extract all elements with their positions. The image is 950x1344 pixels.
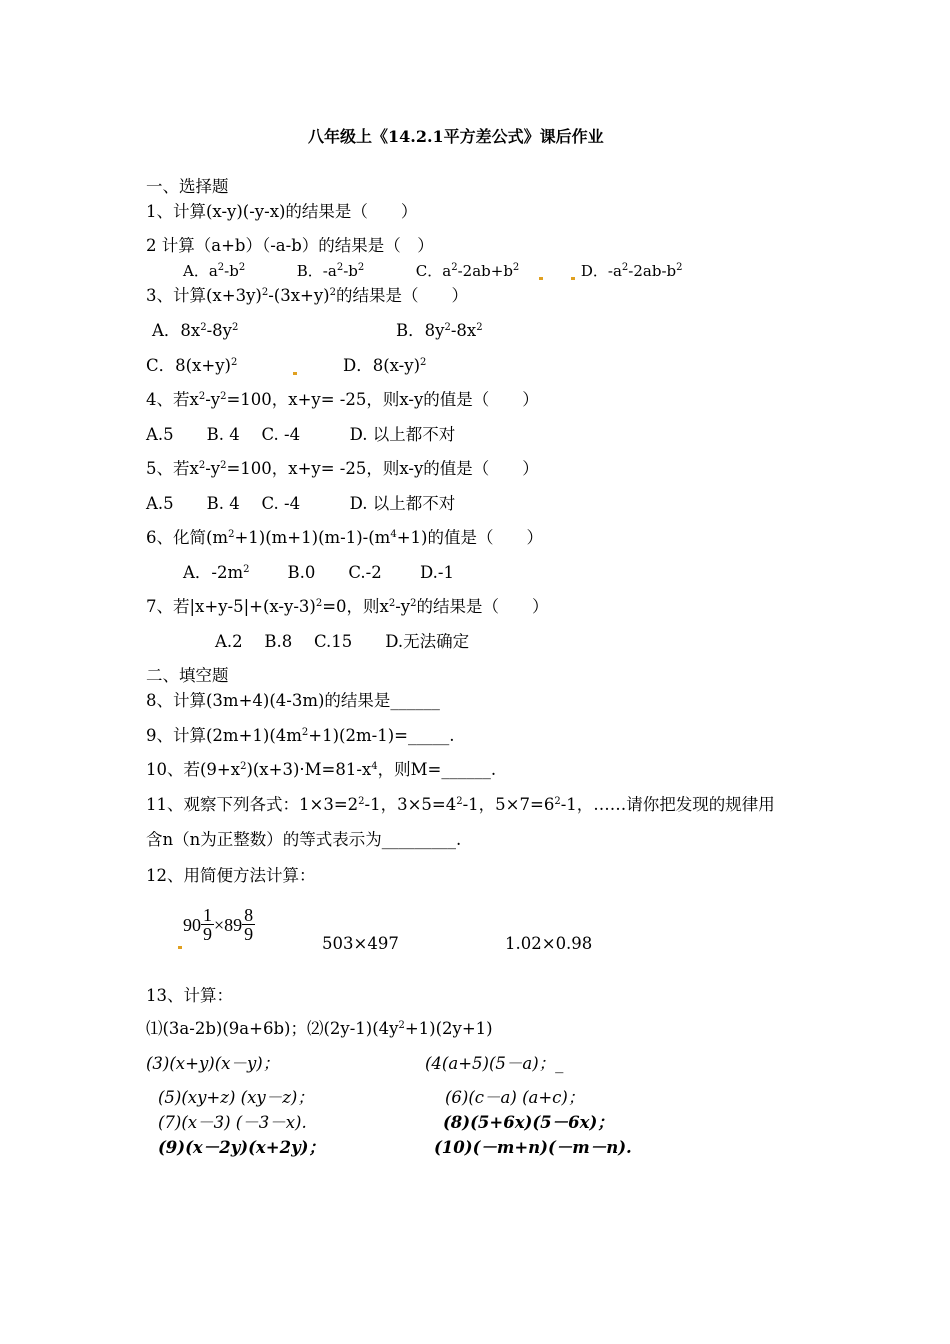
question-10: 10、若$(9+x^2)(x+3)\cdot M=81-x^4$，则M=______. (146, 760, 497, 779)
question-2-options (183, 260, 682, 282)
q3-option-b: B．$8y^2-8x^2$ (396, 321, 483, 340)
question-2: 2 计算（a+b）（-a-b）的结果是（ ） (146, 236, 434, 255)
q2-option-a: A．$a^2-b^2$ (183, 262, 246, 280)
q12-expression-3: 1.02×0.98 (505, 934, 593, 953)
section-choice-heading: 一、选择题 (146, 177, 229, 196)
q13-part-5: (5)(xy+z) (xy－z)； (158, 1088, 314, 1107)
section-fill-heading: 二、填空题 (146, 666, 229, 685)
mark-dot (539, 277, 543, 280)
q13-part-10: (10)(－m+n)(－m－n). (434, 1138, 632, 1157)
mark-dot (571, 277, 575, 280)
question-12: 12、用简便方法计算： (146, 866, 316, 885)
q2-option-b: B．$-a^2-b^2$ (296, 262, 365, 280)
question-8: 8、计算(3m+4)(4-3m)的结果是______ (146, 691, 440, 710)
question-13: 13、计算： (146, 986, 233, 1005)
question-3: 3、计算$(x+3y)^2-(3x+y)^2$的结果是（ ） (146, 286, 468, 305)
q13-part-6: (6)(c－a) (a+c)； (445, 1088, 585, 1107)
q3-option-d: D．$8(x-y)^2$ (343, 356, 427, 375)
question-5-options: A.5 B. 4 C. -4 D. 以上都不对 (146, 494, 456, 513)
page-title: 八年级上《14.2.1平方差公式》课后作业 (308, 127, 604, 146)
fraction-eight-ninths: $\frac{8}{9}$ (244, 905, 254, 945)
q3-option-c: C．$8(x+y)^2$ (146, 356, 238, 375)
q13-part-9: (9)(x－2y)(x+2y)； (158, 1138, 325, 1157)
question-9: 9、计算$(2m+1)(4m^2+1)(2m-1)=\_\_\_\_\_$. (146, 726, 455, 745)
q13-parts-1-2: ⑴(3a-2b)(9a+6b)；$⑵(2y-1)(4y^2+1)(2y+1)$ (146, 1019, 493, 1038)
question-11: 11、观察下列各式：$1\times 3=2^2-1$，$3\times 5=4^2-1$，$5\times 7=6^2-1$，……请你把发现的规律用 (146, 795, 775, 814)
question-11-continued: 含n（n为正整数）的等式表示为_________. (146, 830, 462, 849)
question-1: 1、计算(x-y)(-y-x)的结果是（ ） (146, 202, 418, 221)
q2-option-d: D．$-a^2-2ab-b^2$ (580, 262, 683, 280)
question-6: 6、化简$(m^2+1)(m+1)(m-1)-(m^4+1)$的值是（ ） (146, 528, 543, 547)
question-6-options: A．$-2m^2$ B.0 C.-2 D.-1 (183, 563, 454, 582)
q13-part-4: (4(a+5)(5－a)；_ (425, 1054, 564, 1073)
q13-part-7: (7)(x－3) (－3－x). (158, 1113, 307, 1132)
question-4: 4、若$x^2-y^2=100$，x+y= -25，则x-y的值是（ ） (146, 390, 539, 409)
question-7: 7、若$|x+y-5|+(x-y-3)^2=0$，则$x^2-y^2$的结果是（ ） (146, 597, 549, 616)
q13-part-3: (3)(x+y)(x－y)； (146, 1054, 280, 1073)
q2-option-c: C．$a^2-2ab+b^2$ (415, 262, 520, 280)
q12-expression-2: 503×497 (322, 934, 399, 953)
question-7-options: A.2 B.8 C.15 D.无法确定 (215, 632, 470, 651)
question-5: 5、若$x^2-y^2=100$，x+y= -25，则x-y的值是（ ） (146, 459, 539, 478)
question-4-options: A.5 B. 4 C. -4 D. 以上都不对 (146, 425, 456, 444)
q13-part-8: (8)(5+6x)(5－6x)； (443, 1113, 614, 1132)
mark-dot (178, 946, 182, 949)
q12-mixed-fraction-expression: 90 $\frac{1}{9}$ ×89 $\frac{8}{9}$ (183, 905, 254, 945)
fraction-one-ninth: $\frac{1}{9}$ (203, 905, 212, 945)
q3-option-a: A．$8x^2-8y^2$ (152, 321, 239, 340)
mark-dot (293, 372, 297, 375)
